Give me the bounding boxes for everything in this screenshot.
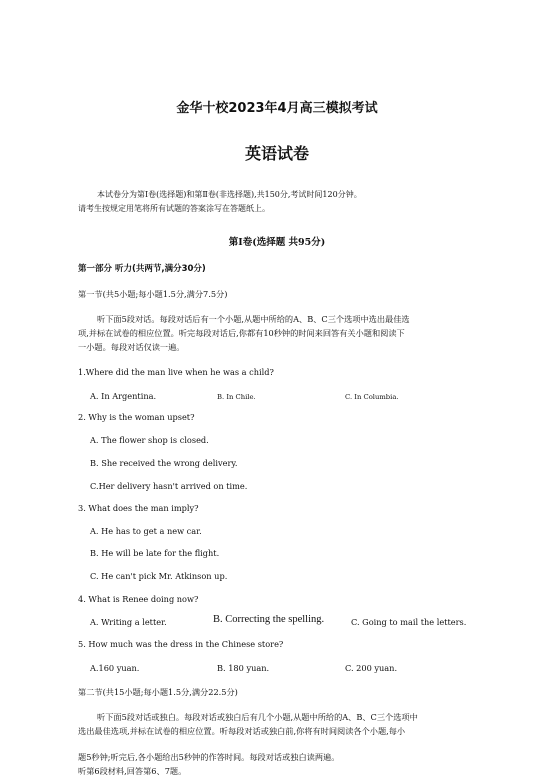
question-1-stem: 1.Where did the man live when he was a child? — [78, 367, 274, 377]
section-2-instruction-2: 选出最佳选项,并标在试卷的相应位置。听每段对话或独白前,你将有时间阅读各个小题,每小 — [78, 726, 406, 736]
question-4-option-c: C. Going to mail the letters. — [351, 617, 467, 627]
volume-1-heading: 第Ⅰ卷(选择题 共95分) — [228, 237, 326, 248]
question-2-stem: 2. Why is the woman upset? — [78, 412, 195, 422]
section-2-heading: 第二节(共15小题;每小题1.5分,满分22.5分) — [78, 687, 238, 697]
question-4-option-a: A. Writing a letter. — [90, 617, 167, 627]
question-1-option-c: C. In Columbia. — [345, 393, 399, 401]
question-5-stem: 5. How much was the dress in the Chinese store? — [78, 639, 284, 649]
question-1-option-b: B. In Chile. — [217, 393, 256, 401]
question-2-option-b: B. She received the wrong delivery. — [90, 458, 238, 468]
section-2-instruction-1: 听下面5段对话或独白。每段对话或独白后有几个小题,从题中所给的A、B、C三个选项中 — [97, 712, 418, 722]
question-3-option-c: C. He can't pick Mr. Atkinson up. — [90, 571, 228, 581]
question-4-option-b: B. Correcting the spelling. — [213, 614, 325, 625]
subject-title: 英语试卷 — [244, 144, 309, 163]
question-2-option-c: C.Her delivery hasn't arrived on time. — [90, 481, 248, 491]
question-3-option-b: B. He will be late for the flight. — [90, 548, 220, 558]
question-1-option-a: A. In Argentina. — [90, 391, 157, 401]
part-1-heading: 第一部分 听力(共两节,满分30分) — [78, 264, 206, 274]
section-2-instruction-3: 题5秒钟;听完后,各小题给出5秒钟的作答时间。每段对话或独白读两遍。 — [78, 752, 340, 762]
question-5-option-b: B. 180 yuan. — [217, 663, 270, 673]
section-2-instruction-4: 听第6段材料,回答第6、7题。 — [78, 766, 187, 776]
section-1-heading: 第一节(共5小题;每小题1.5分,满分7.5分) — [78, 289, 228, 299]
question-2-option-a: A. The flower shop is closed. — [90, 435, 209, 445]
question-3-option-a: A. He has to get a new car. — [90, 526, 202, 536]
question-4-stem: 4. What is Renee doing now? — [78, 594, 199, 604]
intro-line-2: 请考生按规定用笔将所有试题的答案涂写在答题纸上。 — [78, 204, 270, 213]
section-1-instruction-1: 听下面5段对话。每段对话后有一个小题,从题中所给的A、B、C三个选项中选出最佳选 — [97, 314, 410, 324]
question-5-option-c: C. 200 yuan. — [345, 663, 398, 673]
question-3-stem: 3. What does the man imply? — [78, 503, 199, 513]
section-1-instruction-2: 项,并标在试卷的相应位置。听完每段对话后,你都有10秒钟的时间来回答有关小题和阅读下 — [78, 328, 405, 338]
exam-title: 金华十校2023年4月高三模拟考试 — [176, 101, 378, 116]
question-5-option-a: A.160 yuan. — [90, 663, 140, 673]
intro-line-1: 本试卷分为第Ⅰ卷(选择题)和第Ⅱ卷(非选择题),共150分,考试时间120分钟。 — [97, 190, 362, 199]
section-1-instruction-3: 一小题。每段对话仅读一遍。 — [78, 342, 185, 352]
